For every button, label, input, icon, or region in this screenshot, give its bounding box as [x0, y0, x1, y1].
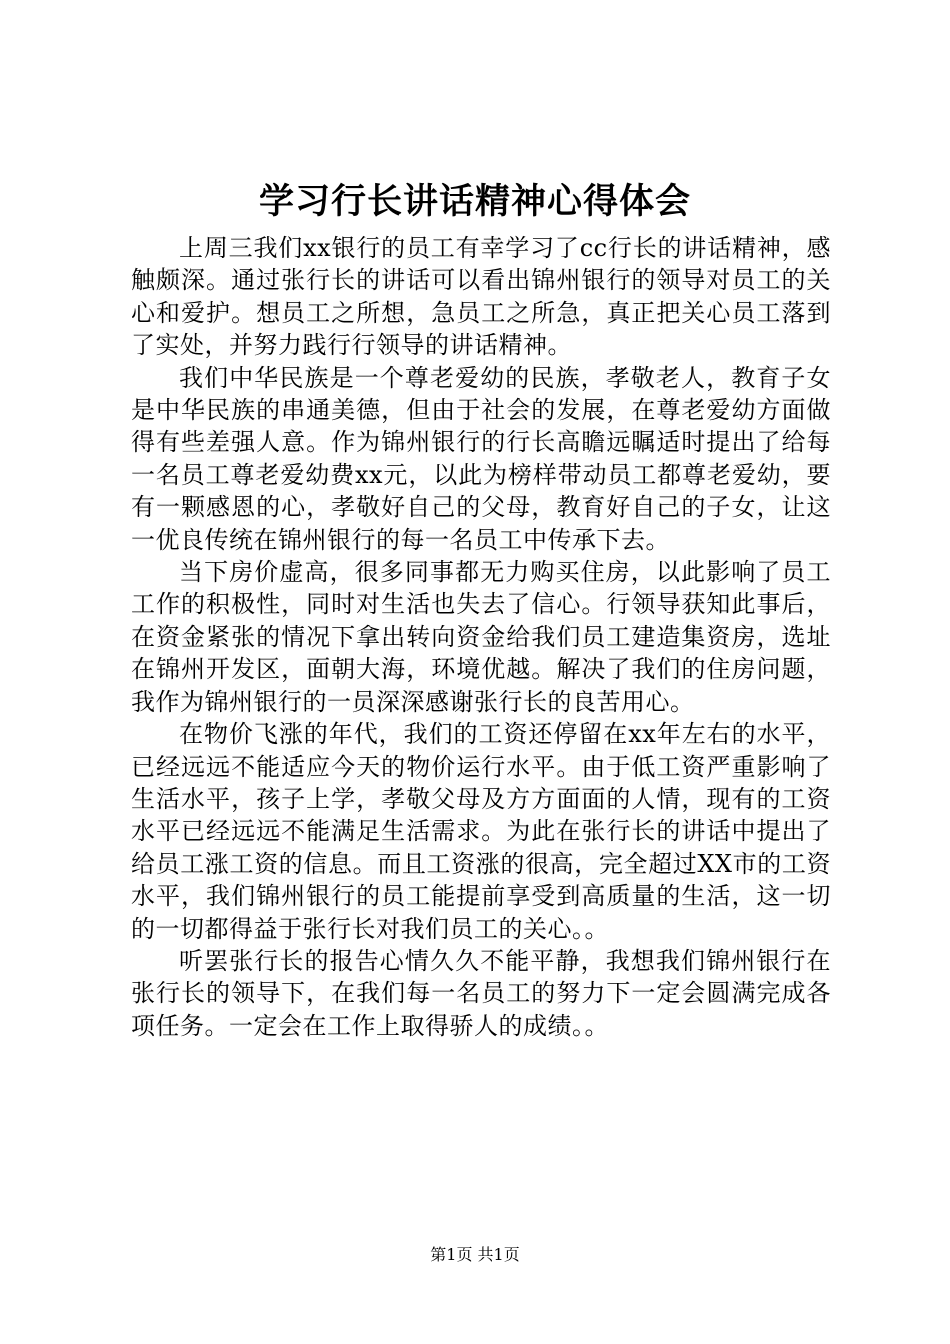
paragraph-2: 我们中华民族是一个尊老爱幼的民族，孝敬老人，教育子女是中华民族的串通美德，但由于社会的发展，在尊老爱幼方面做得有些差强人意。作为锦州银行的行长高瞻远瞩适时提出了给每一名员工尊老爱幼费xx元，以此为榜样带动员工都尊老爱幼，要有一颗感恩的心，孝敬好自己的父母，教育好自己的子女，让这一优良传统在锦州银行的每一名员工中传承下去。 — [131, 363, 831, 554]
paragraph-3: 当下房价虚高，很多同事都无力购买住房，以此影响了员工工作的积极性，同时对生活也失去了信心。行领导获知此事后，在资金紧张的情况下拿出转向资金给我们员工建造集资房，选址在锦州开发区，面朝大海，环境优越。解决了我们的住房问题，我作为锦州银行的一员深深感谢张行长的良苦用心。 — [131, 558, 831, 716]
document-title: 学习行长讲话精神心得体会 — [258, 181, 691, 222]
paragraph-1: 上周三我们xx银行的员工有幸学习了cc行长的讲话精神，感触颇深。通过张行长的讲话可以看出锦州银行的领导对员工的关心和爱护。想员工之所想，急员工之所急，真正把关心员工落到了实处，并努力践行行领导的讲话精神。 — [131, 234, 831, 360]
paragraph-4: 在物价飞涨的年代，我们的工资还停留在xx年左右的水平，已经远远不能适应今天的物价运行水平。由于低工资严重影响了生活水平，孩子上学，孝敬父母及方方面面的人情，现有的工资水平已经远远不能满足生活需求。为此在张行长的讲话中提出了给员工涨工资的信息。而且工资涨的很高，完全超过XX市的工资水平，我们锦州银行的员工能提前享受到高质量的生活，这一切的一切都得益于张行长对我们员工的关心。。 — [131, 720, 831, 943]
document-body — [131, 232, 831, 1042]
page-footer: 第1页 共1页 — [430, 1245, 520, 1264]
paragraph-5: 听罢张行长的报告心情久久不能平静，我想我们锦州银行在张行长的领导下，在我们每一名员工的努力下一定会圆满完成各项任务。一定会在工作上取得骄人的成绩。。 — [131, 946, 831, 1040]
